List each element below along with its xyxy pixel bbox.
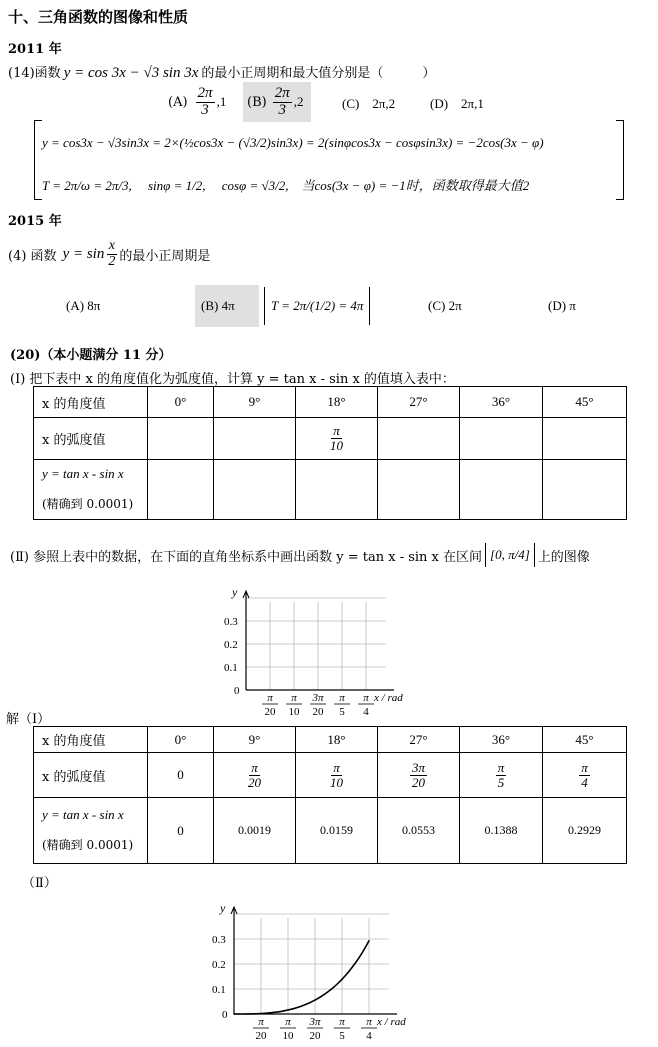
row-label-value: y = tan x - sin x (精确到 0.0001) xyxy=(34,460,148,520)
radian-cell-blank[interactable] xyxy=(378,418,460,460)
table-row xyxy=(34,460,627,520)
x-tick-denominator: 20 xyxy=(312,706,324,718)
data-point xyxy=(341,979,343,981)
value-cell: 0.0019 xyxy=(214,798,296,864)
x-tick-numerator: 3π xyxy=(312,692,324,704)
y-tick-label: 0.3 xyxy=(224,616,238,628)
value-cell: 0.1388 xyxy=(460,798,543,864)
radian-cell: $\frac{\pi}{4}$ xyxy=(543,753,627,798)
value-cell: 0.0159 xyxy=(296,798,378,864)
radian-cell-blank[interactable] xyxy=(214,418,296,460)
x-tick-numerator: π xyxy=(267,692,273,704)
degree-cell: 9° xyxy=(214,387,296,418)
solution-label-1: 解（Ⅰ） xyxy=(6,712,51,727)
radian-cell-blank[interactable] xyxy=(543,418,627,460)
x-tick-numerator: π xyxy=(339,1016,345,1028)
x-tick-numerator: π xyxy=(366,1016,372,1028)
q2015-text: (4) 函数 y = sin $\frac{x}{2}$ 的最小正周期是 xyxy=(8,237,211,269)
q2015-option-d: (D) π xyxy=(548,298,576,313)
x-tick-denominator: 10 xyxy=(288,706,300,718)
degree-cell: 18° xyxy=(296,387,378,418)
data-point xyxy=(287,1009,289,1011)
section-title: 十、三角函数的图像和性质 xyxy=(8,8,189,26)
q2011-option-a: (A) $\frac{2\pi}{3}$ ,1 xyxy=(168,84,227,118)
value-cell: 0.2929 xyxy=(543,798,627,864)
year-2011: 2011 年 xyxy=(8,42,62,57)
x-tick-denominator: 20 xyxy=(255,1030,267,1042)
x-axis-label: x / rad xyxy=(374,692,403,704)
x-axis-label: x / rad xyxy=(377,1016,406,1028)
table-row xyxy=(34,727,627,753)
x-tick-numerator: 3π xyxy=(309,1016,321,1028)
q20-header: (20)（本小题满分 11 分） xyxy=(10,348,172,363)
row-label-value: y = tan x - sin x (精确到 0.0001) xyxy=(34,798,148,864)
value-cell-blank[interactable] xyxy=(378,460,460,520)
value-cell-blank[interactable] xyxy=(460,460,543,520)
year-2015: 2015 年 xyxy=(8,214,62,229)
radian-cell-blank[interactable] xyxy=(148,418,214,460)
y-tick-label: 0.2 xyxy=(224,639,238,651)
row-label-radian: x 的弧度值 xyxy=(34,418,148,460)
radian-cell: $\frac{3\pi}{20}$ xyxy=(378,753,460,798)
degree-cell: 9° xyxy=(214,727,296,753)
q2015-option-c: (C) 2π xyxy=(428,298,462,313)
value-cell: 0 xyxy=(148,798,214,864)
q2015-option-b: (B) 4π xyxy=(195,285,259,327)
value-cell: 0.0553 xyxy=(378,798,460,864)
x-tick-denominator: 4 xyxy=(366,1030,372,1042)
solution-label-2: （Ⅱ） xyxy=(22,876,57,891)
q2015-option-a: (A) 8π xyxy=(66,298,101,313)
y-axis-label: y xyxy=(220,901,226,915)
radian-cell-blank[interactable] xyxy=(460,418,543,460)
y-tick-label: 0.1 xyxy=(212,984,226,996)
solution-table xyxy=(33,726,627,864)
data-point xyxy=(368,940,370,942)
x-tick-denominator: 5 xyxy=(339,1030,345,1042)
row-label-radian: x 的弧度值 xyxy=(34,753,148,798)
y-tick-label: 0.1 xyxy=(224,662,238,674)
x-tick-denominator: 5 xyxy=(339,706,345,718)
radian-cell: $\frac{\pi}{10}$ xyxy=(296,753,378,798)
row-label-degree: x 的角度值 xyxy=(34,387,148,418)
solution-chart xyxy=(212,876,452,1044)
x-tick-numerator: π xyxy=(339,692,345,704)
radian-cell: 0 xyxy=(148,753,214,798)
degree-cell: 27° xyxy=(378,387,460,418)
radian-cell: $\frac{\pi}{20}$ xyxy=(214,753,296,798)
table-row xyxy=(34,418,627,460)
table-row xyxy=(34,753,627,798)
q20-part2: (Ⅱ) 参照上表中的数据，在下面的直角坐标系中画出函数 y = tan x - sin x 在区间 [0, π/4] 上的图像 xyxy=(10,540,590,570)
degree-cell: 0° xyxy=(148,387,214,418)
y-axis-label: y xyxy=(232,585,238,599)
value-cell-blank[interactable] xyxy=(148,460,214,520)
degree-cell: 36° xyxy=(460,387,543,418)
x-tick-denominator: 10 xyxy=(282,1030,294,1042)
y-tick-label: 0.2 xyxy=(212,959,226,971)
q2011-solution-line2: T = 2π/ω = 2π/3, sinφ = 1/2, cosφ = √3/2, 当cos(3x − φ) = −1时，函数取得最大值2 xyxy=(42,178,530,193)
radian-cell: $\frac{\pi}{5}$ xyxy=(460,753,543,798)
x-tick-denominator: 20 xyxy=(309,1030,321,1042)
degree-cell: 0° xyxy=(148,727,214,753)
q2011-option-d: (D) 2π,1 xyxy=(430,96,484,111)
q2011-option-b: (B) $\frac{2\pi}{3}$ ,2 xyxy=(243,82,311,122)
x-tick-numerator: π xyxy=(258,1016,264,1028)
q20-table xyxy=(33,386,627,520)
value-cell-blank[interactable] xyxy=(214,460,296,520)
degree-cell: 45° xyxy=(543,727,627,753)
q20-blank-chart xyxy=(222,560,442,720)
degree-cell: 45° xyxy=(543,387,627,418)
q2015-option-b-solution: T = 2π/(1/2) = 4π xyxy=(264,287,370,325)
value-cell-blank[interactable] xyxy=(296,460,378,520)
table-row xyxy=(34,387,627,418)
radian-cell: $\frac{\pi}{10}$ xyxy=(296,418,378,460)
series-line xyxy=(234,941,369,1014)
degree-cell: 18° xyxy=(296,727,378,753)
x-tick-numerator: π xyxy=(291,692,297,704)
table-row xyxy=(34,798,627,864)
x-tick-denominator: 4 xyxy=(363,706,369,718)
x-tick-numerator: π xyxy=(285,1016,291,1028)
degree-cell: 36° xyxy=(460,727,543,753)
q20-part1: (Ⅰ) 把下表中 x 的角度值化为弧度值，计算 y = tan x - sin x 的值填入表中： xyxy=(10,372,455,387)
row-label-degree: x 的角度值 xyxy=(34,727,148,753)
q2011-text: (14)函数 y = cos 3x − √3 sin 3x 的最小正周期和最大值分别是（ ） xyxy=(8,65,436,81)
degree-cell: 27° xyxy=(378,727,460,753)
y-tick-label: 0.3 xyxy=(212,934,226,946)
origin-label: 0 xyxy=(222,1009,228,1021)
q2011-option-c: (C) 2π,2 xyxy=(342,96,396,111)
data-point xyxy=(260,1013,262,1015)
x-tick-denominator: 20 xyxy=(264,706,276,718)
value-cell-blank[interactable] xyxy=(543,460,627,520)
data-point xyxy=(314,999,316,1001)
q2011-solution-line1: y = cos3x − √3sin3x = 2×(½cos3x − (√3/2)sin3x) = 2(sinφcos3x − cosφsin3x) = −2cos(3x − φ) xyxy=(42,135,544,150)
origin-label: 0 xyxy=(234,685,240,697)
data-point xyxy=(233,1013,235,1015)
x-tick-numerator: π xyxy=(363,692,369,704)
